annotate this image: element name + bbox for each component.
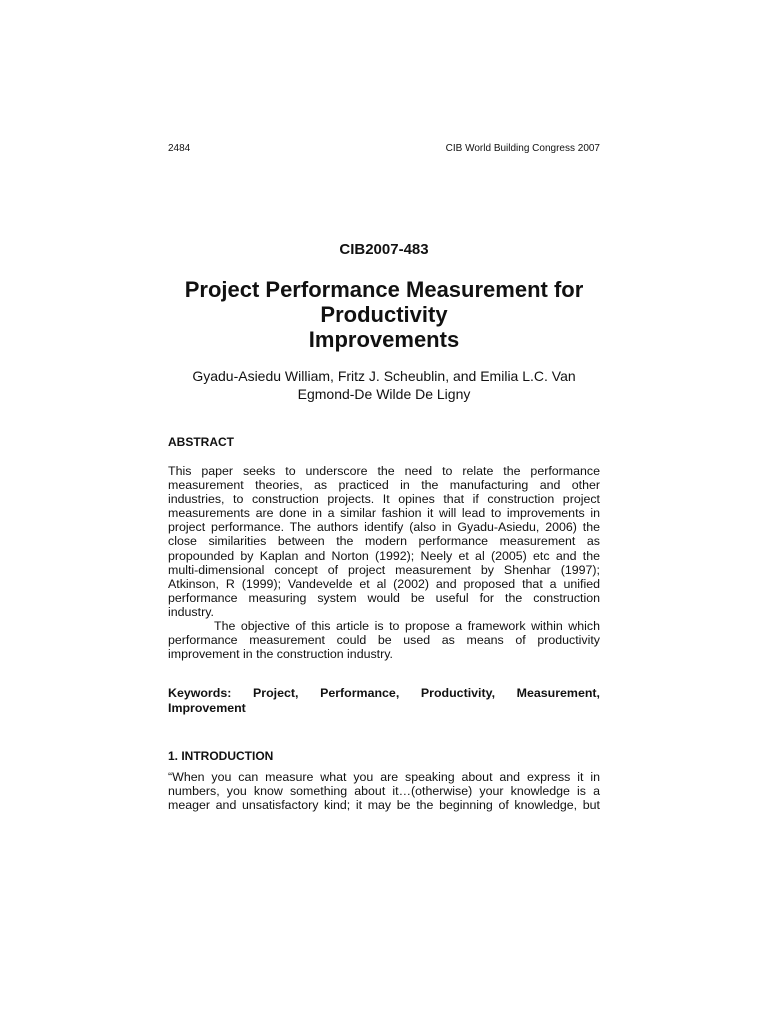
text-line: meager and unsatisfactory kind; it may be the beginning of knowledge, but [168,798,600,813]
text-line: multi-dimensional concept of project measurement by Shenhar (1997); [168,562,600,577]
keyword: Productivity, [420,686,496,700]
paper-id: CIB2007-483 [339,241,429,258]
author-list [150,367,618,403]
title-line: Project Performance Measurement for [184,277,584,302]
keyword: Improvement [168,701,246,715]
text-line: industry. [168,604,214,619]
text-line: performance measuring system would be useful for the construction [168,590,600,605]
abstract-heading: ABSTRACT [168,435,234,449]
text-line: This paper seeks to underscore the need to relate the performance [168,464,600,478]
keywords-line [168,686,600,701]
text-line: The objective of this article is to propose a framework within which [214,619,600,634]
page-number: 2484 [168,143,191,154]
text-line: performance measurement could be used as means of productivity [168,633,600,648]
keywords-block [168,686,600,716]
text-line: numbers, you know something about it…(otherwise) your knowledge is a [168,784,600,799]
text-line: propounded by Kaplan and Norton (1992); Neely et al (2005) etc and the [168,548,600,563]
text-line: project performance. The authors identify (also in Gyadu-Asiedu, 2006) the [168,520,600,535]
text-line: “When you can measure what you are speaking about and express it in [168,770,600,784]
keyword: Project, [252,686,299,700]
text-line: industries, to construction projects. It opines that if construction project [168,492,600,507]
text-line: Atkinson, R (1999); Vandevelde et al (2002) and proposed that a unified [168,576,600,591]
keyword: Performance, [320,686,400,700]
abstract-paragraph-1 [168,464,600,661]
introduction-paragraph [168,770,600,812]
keywords-label: Keywords: [168,686,232,700]
title-line: Productivity [320,302,448,327]
running-header [168,143,600,155]
author-line: Gyadu-Asiedu William, Fritz J. Scheublin, and Emilia L.C. Van [192,368,576,384]
keyword: Measurement, [516,686,600,700]
text-line: measurements are done in a similar fashion it will lead to improvements in [168,506,600,521]
text-line: improvement in the construction industry. [168,647,393,662]
text-line: close similarities between the modern performance measurement as [168,534,600,549]
author-line: Egmond-De Wilde De Ligny [297,386,471,402]
paper-title [150,277,618,352]
title-line: Improvements [308,327,460,352]
conference-name: CIB World Building Congress 2007 [445,143,600,154]
text-line: measurement theories, as practiced in the manufacturing and other [168,478,600,493]
introduction-heading: 1. INTRODUCTION [168,749,274,763]
